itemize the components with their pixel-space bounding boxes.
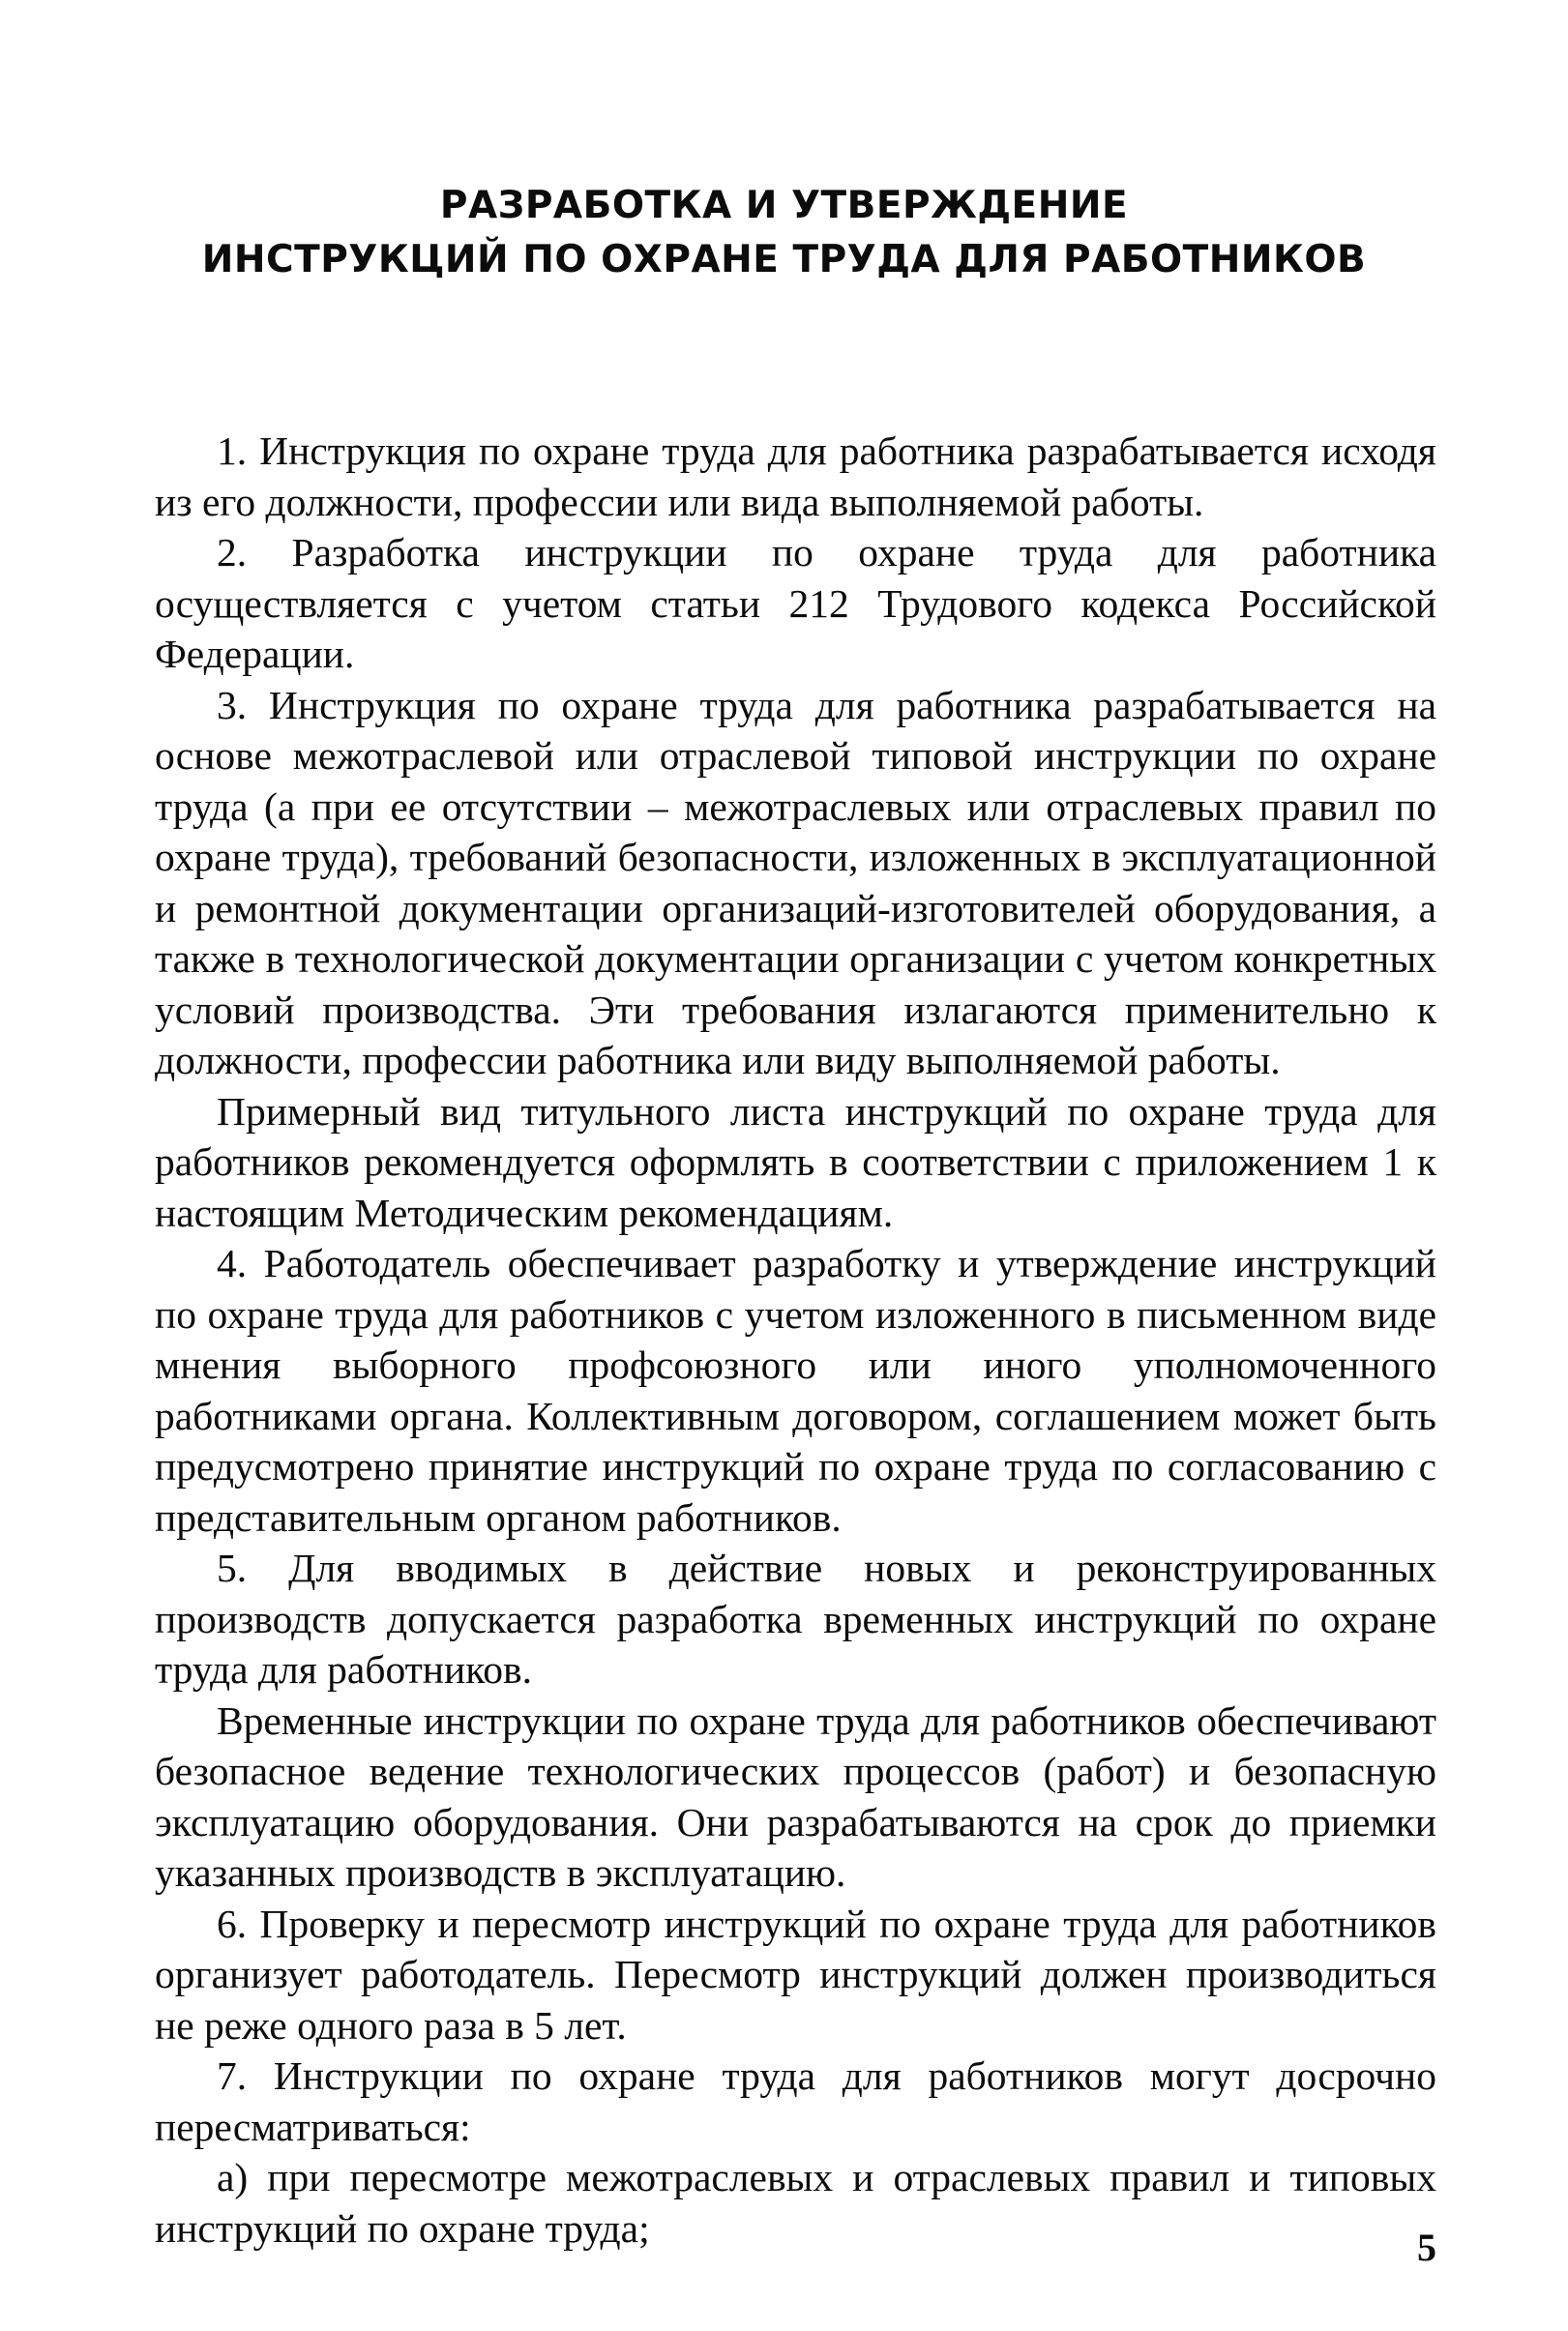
title-line-1: РАЗРАБОТКА И УТВЕРЖДЕНИЕ (439, 184, 1129, 227)
paragraph-3-note: Примерный вид титульного листа инструкций по охране труда для работников рекомендуется оформлять в соответствии с приложением 1 к настоящим Методическим рекомендациям. (155, 1088, 1436, 1235)
page-number: 5 (1417, 2226, 1436, 2269)
paragraph-2: 2. Разработка инструкции по охране труда для работника осуществляется с учетом статьи 212 Трудового кодекса Российской Федерации. (155, 530, 1436, 676)
paragraph-5-note: Временные инструкции по охране труда для работников обеспечивают безопасное ведение технологических процессов (работ) и безопасную эксплуатацию оборудования. Они разрабатываются на срок до приемки указанных производств в эксплуатацию. (155, 1697, 1436, 1895)
paragraph-1: 1. Инструкция по охране труда для работника разрабатывается исходя из его должности, профессии или вида выполняемой работы. (155, 428, 1436, 524)
paragraph-4: 4. Работодатель обеспечивает разработку и утверждение инструкций по охране труда для работников с учетом изложенного в письменном виде мнения выборного профсоюзного или иного уполномоченного работниками органа. Коллективным договором, соглашением может быть предусмотрено принятие инструкций по охране труда по согласованию с представительным органом работников. (155, 1241, 1436, 1540)
document-title (0, 179, 1568, 287)
body-text (155, 426, 1436, 2254)
paragraph-7a: а) при пересмотре межотраслевых и отраслевых правил и типовых инструкций по охране труда; (155, 2155, 1436, 2251)
paragraph-6: 6. Проверку и пересмотр инструкций по охране труда для работников организует работодатель. Пересмотр инструкций должен производиться не реже одного раза в 5 лет. (155, 1901, 1436, 2048)
paragraph-5: 5. Для вводимых в действие новых и реконструированных производств допускается разработка временных инструкций по охране труда для работников. (155, 1546, 1436, 1692)
paragraph-7: 7. Инструкции по охране труда для работников могут досрочно пересматриваться: (155, 2053, 1436, 2149)
title-line-2: ИНСТРУКЦИЙ ПО ОХРАНЕ ТРУДА ДЛЯ РАБОТНИКОВ (201, 238, 1367, 281)
paragraph-3: 3. Инструкция по охране труда для работника разрабатывается на основе межотраслевой или отраслевой типовой инструкции по охране труда (а при ее отсутствии – межотраслевых или отраслевых правил по охране труда), требований безопасности, изложенных в эксплуатационной и ремонтной документации организаций-изготовителей оборудования, а также в технологической документации организации с учетом конкретных условий производства. Эти требования излагаются применительно к должности, профессии работника или виду выполняемой работы. (155, 682, 1436, 1082)
